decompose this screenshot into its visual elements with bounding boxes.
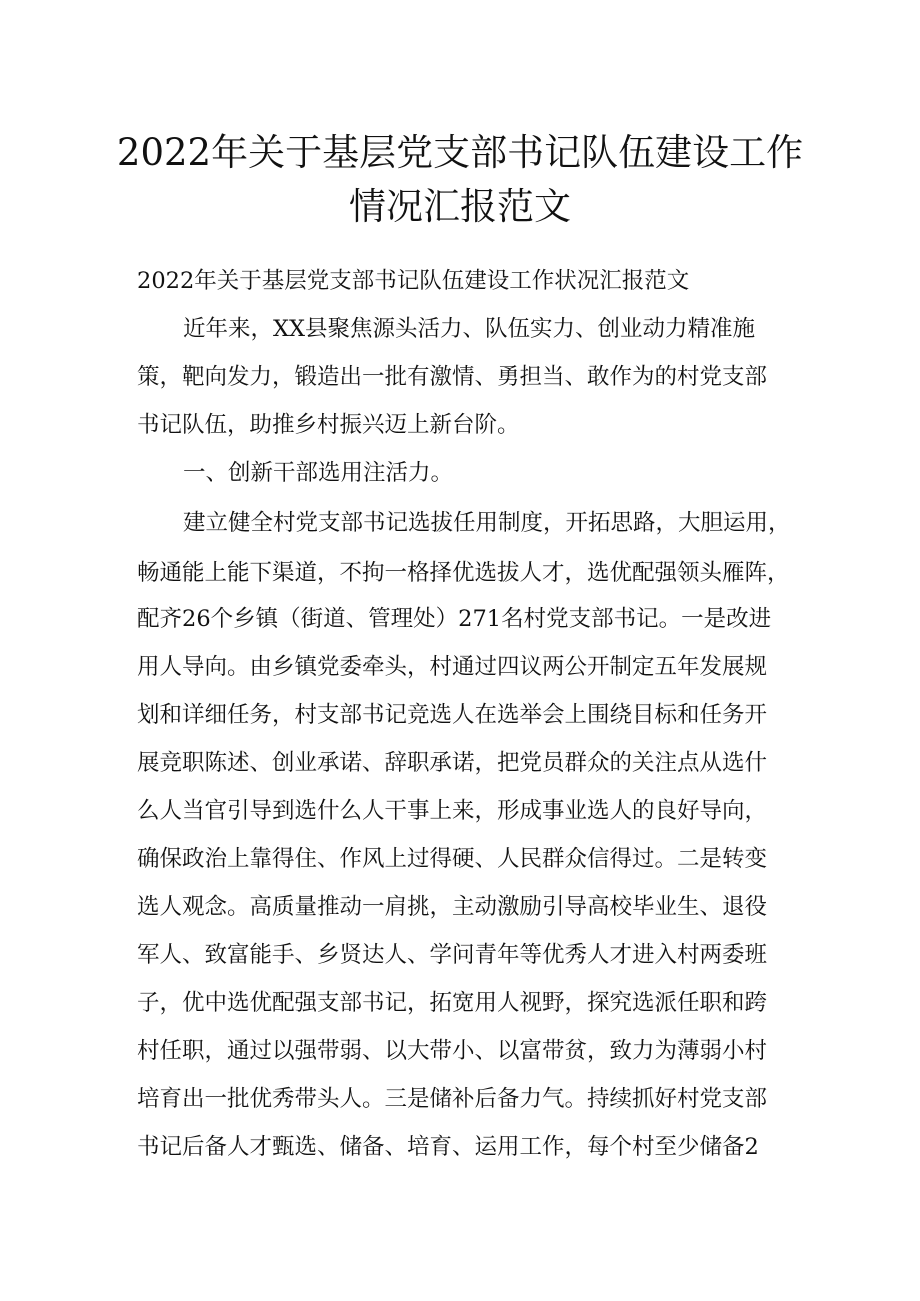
- body-line: 近年来，XX县聚焦源头活力、队伍实力、创业动力精准施: [183, 316, 756, 342]
- body-line: 书记队伍，助推乡村振兴迈上新台阶。: [137, 412, 520, 438]
- body-line: 村任职，通过以强带弱、以大带小、以富带贫，致力为薄弱小村: [137, 1038, 768, 1064]
- body-line: 展竞职陈述、创业承诺、辞职承诺，把党员群众的关注点从选什: [137, 750, 768, 776]
- body-line: 建立健全村党支部书记选拔任用制度，开拓思路，大胆运用，: [183, 510, 791, 536]
- body-line: 选人观念。高质量推动一肩挑，主动激励引导高校毕业生、退役: [137, 894, 768, 920]
- body-line: 用人导向。由乡镇党委牵头，村通过四议两公开制定五年发展规: [137, 654, 768, 680]
- document-subtitle: 2022年关于基层党支部书记队伍建设工作状况汇报范文: [137, 268, 690, 294]
- body-line: 划和详细任务，村支部书记竞选人在选举会上围绕目标和任务开: [137, 702, 768, 728]
- body-line: 书记后备人才甄选、储备、培育、运用工作，每个村至少储备2: [137, 1134, 759, 1160]
- body-line: 子，优中选优配强支部书记，拓宽用人视野，探究选派任职和跨: [137, 990, 768, 1016]
- section-heading: 一、创新干部选用注活力。: [183, 460, 454, 486]
- document-title-line-2: 情况汇报范文: [349, 185, 571, 228]
- body-line: 畅通能上能下渠道，不拘一格择优选拔人才，选优配强领头雁阵，: [137, 560, 790, 586]
- body-line: 么人当官引导到选什么人干事上来，形成事业选人的良好导向，: [137, 798, 768, 824]
- body-line: 确保政治上靠得住、作风上过得硬、人民群众信得过。二是转变: [137, 846, 768, 872]
- body-line: 策，靶向发力，锻造出一批有激情、勇担当、敢作为的村党支部: [137, 364, 768, 390]
- body-line: 培育出一批优秀带头人。三是储补后备力气。持续抓好村党支部: [137, 1086, 768, 1112]
- body-line: 军人、致富能手、乡贤达人、学问青年等优秀人才进入村两委班: [137, 942, 768, 968]
- body-line: 配齐26个乡镇（街道、管理处）271名村党支部书记。一是改进: [137, 606, 772, 632]
- document-title-line-1: 2022年关于基层党支部书记队伍建设工作: [116, 131, 804, 174]
